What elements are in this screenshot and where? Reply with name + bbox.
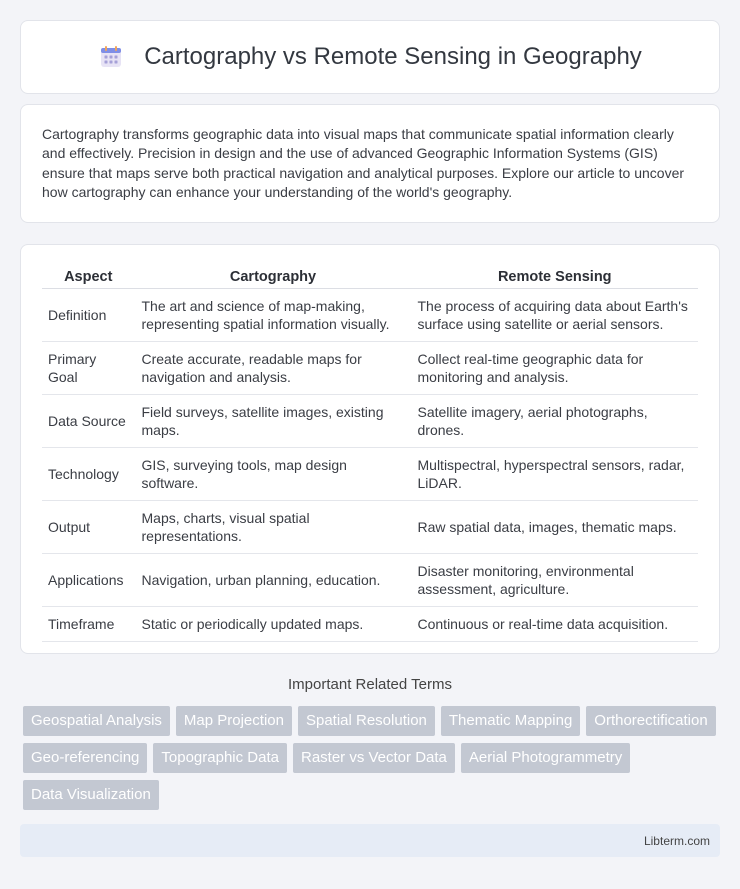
table-row — [42, 607, 698, 642]
related-terms-title: Important Related Terms — [288, 676, 452, 693]
row-cartography: Field surveys, satellite images, existing maps. — [135, 395, 411, 448]
related-term-tag[interactable]: Aerial Photogrammetry — [461, 743, 630, 773]
row-remote-sensing: Raw spatial data, images, thematic maps. — [411, 501, 698, 554]
table-row — [42, 554, 698, 607]
row-aspect: Primary Goal — [42, 342, 135, 395]
calendar-icon — [98, 44, 124, 70]
header-aspect: Aspect — [42, 265, 135, 289]
table-row — [42, 395, 698, 448]
row-cartography: Maps, charts, visual spatial representations. — [135, 501, 411, 554]
intro-card — [20, 104, 720, 223]
row-cartography: Navigation, urban planning, education. — [135, 554, 411, 607]
row-cartography: Create accurate, readable maps for navigation and analysis. — [135, 342, 411, 395]
footer-site-link[interactable]: Libterm.com — [643, 833, 710, 848]
related-term-tag[interactable]: Spatial Resolution — [298, 706, 435, 736]
table-row — [42, 448, 698, 501]
related-term-tag[interactable]: Geo-referencing — [23, 743, 147, 773]
related-term-tag[interactable]: Topographic Data — [153, 743, 287, 773]
header-remote-sensing: Remote Sensing — [411, 265, 698, 289]
table-row — [42, 289, 698, 342]
row-aspect: Data Source — [42, 395, 135, 448]
row-cartography: The art and science of map-making, representing spatial information visually. — [135, 289, 411, 342]
row-remote-sensing: Satellite imagery, aerial photographs, drones. — [411, 395, 698, 448]
footer — [20, 824, 720, 857]
row-aspect: Definition — [42, 289, 135, 342]
row-aspect: Timeframe — [42, 607, 135, 642]
header-cartography: Cartography — [135, 265, 411, 289]
related-term-tag[interactable]: Raster vs Vector Data — [293, 743, 455, 773]
related-term-tag[interactable]: Map Projection — [176, 706, 292, 736]
table-header-row — [42, 265, 698, 289]
row-cartography: GIS, surveying tools, map design software. — [135, 448, 411, 501]
comparison-table — [42, 265, 698, 642]
row-remote-sensing: Collect real-time geographic data for monitoring and analysis. — [411, 342, 698, 395]
row-remote-sensing: Multispectral, hyperspectral sensors, radar, LiDAR. — [411, 448, 698, 501]
related-term-tag[interactable]: Orthorectification — [586, 706, 715, 736]
comparison-card — [20, 244, 720, 654]
related-term-tag[interactable]: Data Visualization — [23, 780, 159, 810]
row-remote-sensing: The process of acquiring data about Earth's surface using satellite or aerial sensors. — [411, 289, 698, 342]
intro-text: Cartography transforms geographic data into visual maps that communicate spatial information clearly and effectively. Precision in design and the use of advanced Geographic Information Systems (GIS) ensure that maps serve both practical navigation and analytical purposes. Explore our article to uncover how cartography can enhance your understanding of the world's geography. — [42, 126, 685, 201]
page-title: Cartography vs Remote Sensing in Geography — [144, 43, 642, 70]
related-term-tag[interactable]: Thematic Mapping — [441, 706, 580, 736]
row-aspect: Output — [42, 501, 135, 554]
row-remote-sensing: Continuous or real-time data acquisition. — [411, 607, 698, 642]
row-remote-sensing: Disaster monitoring, environmental assessment, agriculture. — [411, 554, 698, 607]
table-row — [42, 342, 698, 395]
related-terms-list — [23, 706, 720, 810]
header-card — [20, 20, 720, 94]
row-aspect: Applications — [42, 554, 135, 607]
related-term-tag[interactable]: Geospatial Analysis — [23, 706, 170, 736]
row-cartography: Static or periodically updated maps. — [135, 607, 411, 642]
table-row — [42, 501, 698, 554]
row-aspect: Technology — [42, 448, 135, 501]
